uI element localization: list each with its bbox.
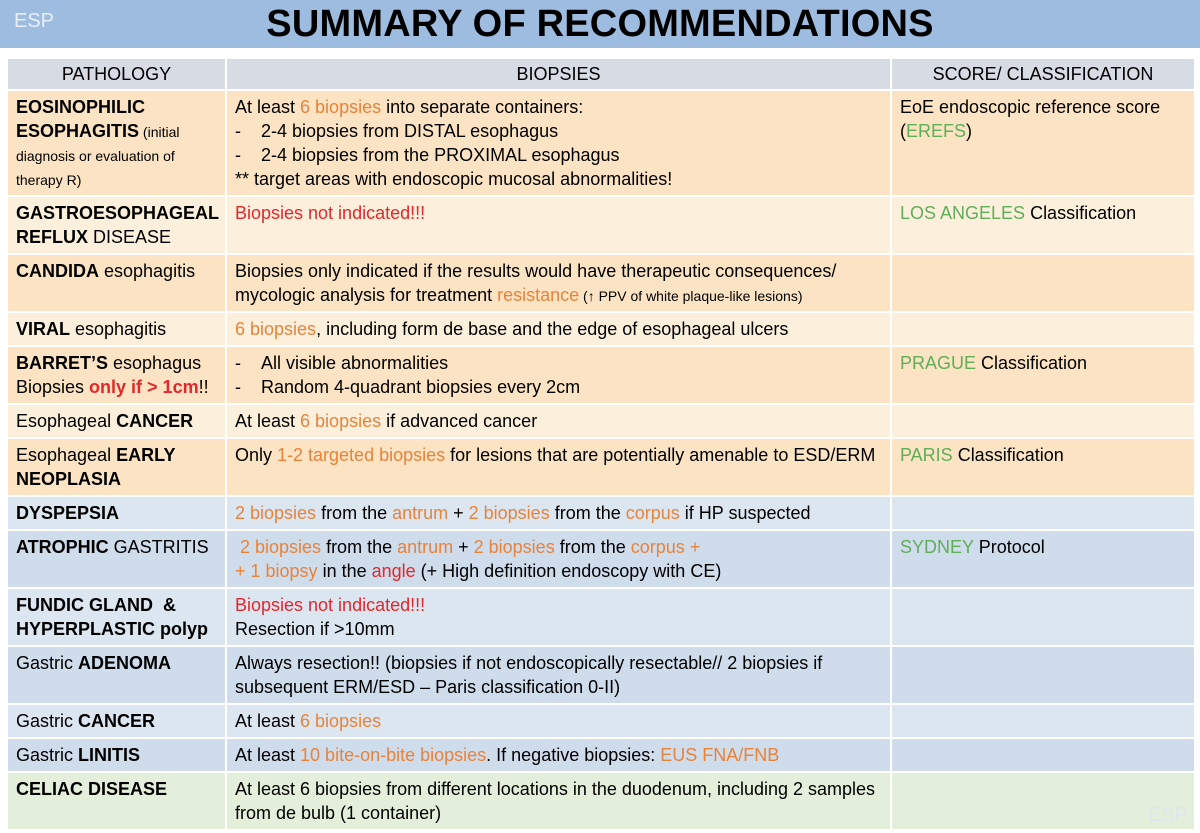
biopsy-item: 2-4 biopsies from the PROXIMAL esophagus <box>261 145 620 165</box>
biopsy-text: from the <box>321 537 398 557</box>
score-highlight: PARIS <box>900 445 953 465</box>
biopsies-cell <box>226 438 891 496</box>
pathology-cell <box>7 254 226 312</box>
table-row-celiac-disease <box>7 772 1195 830</box>
biopsies-cell <box>226 530 891 588</box>
table-row-gastric-cancer <box>7 704 1195 738</box>
col-header-biopsies: BIOPSIES <box>226 58 891 90</box>
pathology-name: CELIAC DISEASE <box>16 779 168 799</box>
pathology-name-cont: EARLY <box>116 445 176 465</box>
page-title: SUMMARY OF RECOMMENDATIONS <box>266 3 934 45</box>
bullet-dash: - <box>235 353 241 373</box>
score-cell <box>891 404 1195 438</box>
pathology-name-cont: HYPERPLASTIC polyp <box>16 619 209 639</box>
score-cell <box>891 346 1195 404</box>
table-header-row <box>7 58 1195 90</box>
biopsies-cell <box>226 588 891 646</box>
biopsy-text: Only <box>235 445 278 465</box>
table-row-gerd <box>7 196 1195 254</box>
pathology-cell <box>7 312 226 346</box>
biopsy-highlight: 2 biopsies <box>235 503 317 523</box>
pathology-cell <box>7 496 226 530</box>
pathology-name: VIRAL <box>16 319 70 339</box>
biopsy-text: At least <box>235 711 301 731</box>
score-text: Classification <box>952 445 1064 465</box>
biopsy-item: Random 4-quadrant biopsies every 2cm <box>261 377 581 397</box>
biopsy-text: At least <box>235 411 301 431</box>
pathology-name-cont: REFLUX <box>16 227 88 247</box>
pathology-name-cont: esophagitis <box>99 261 196 281</box>
pathology-cell <box>7 646 226 704</box>
biopsies-cell <box>226 738 891 772</box>
table-row-fundic-gland-polyp <box>7 588 1195 646</box>
pathology-name: Gastric <box>16 745 79 765</box>
pathology-cell <box>7 196 226 254</box>
score-cell <box>891 90 1195 196</box>
score-highlight: EREFS <box>906 121 967 141</box>
table-row-esophageal-cancer <box>7 404 1195 438</box>
biopsy-text: Always resection!! (biopsies if not endoscopically resectable// 2 biopsies if subsequent ERM/ESD – Paris classification 0-II) <box>235 653 823 697</box>
score-cell <box>891 254 1195 312</box>
pathology-name: FUNDIC GLAND & <box>16 595 176 615</box>
biopsy-highlight: antrum <box>392 503 449 523</box>
biopsy-highlight: 6 biopsies <box>300 411 382 431</box>
score-cell <box>891 530 1195 588</box>
biopsy-highlight: antrum <box>397 537 454 557</box>
table-row-dyspepsia <box>7 496 1195 530</box>
biopsy-text: for lesions that are potentially amenable to ESD/ERM <box>445 445 876 465</box>
pathology-name-cont: GASTRITIS <box>108 537 209 557</box>
biopsy-item: 2-4 biopsies from DISTAL esophagus <box>261 121 559 141</box>
score-cell <box>891 704 1195 738</box>
pathology-cell <box>7 704 226 738</box>
biopsy-highlight: Biopsies not indicated!!! <box>235 595 426 615</box>
biopsy-item: All visible abnormalities <box>261 353 449 373</box>
pathology-name: Esophageal <box>16 411 117 431</box>
pathology-cell <box>7 90 226 196</box>
biopsy-text: (+ High definition endoscopy with CE) <box>415 561 722 581</box>
biopsy-note: (↑ PPV of white plaque-like lesions) <box>579 288 803 304</box>
pathology-highlight: only if > 1cm <box>89 377 199 397</box>
biopsy-highlight: EUS FNA/FNB <box>660 745 780 765</box>
table-row-candida <box>7 254 1195 312</box>
biopsies-cell <box>226 496 891 530</box>
table-row-atrophic-gastritis <box>7 530 1195 588</box>
table-row-gastric-adenoma <box>7 646 1195 704</box>
score-cell <box>891 312 1195 346</box>
biopsy-highlight: 6 biopsies <box>300 711 382 731</box>
biopsy-highlight: 2 biopsies <box>235 537 322 557</box>
biopsy-highlight: 6 biopsies <box>235 319 317 339</box>
biopsies-cell <box>226 704 891 738</box>
biopsy-highlight: angle <box>371 561 416 581</box>
pathology-name-cont: NEOPLASIA <box>16 469 122 489</box>
biopsy-text: Resection if >10mm <box>235 619 395 639</box>
pathology-cell <box>7 588 226 646</box>
biopsy-highlight: 6 biopsies <box>300 97 382 117</box>
biopsy-highlight: corpus + <box>630 537 701 557</box>
biopsy-text: At least <box>235 745 301 765</box>
biopsy-note: ** target areas with endoscopic mucosal abnormalities! <box>235 169 673 189</box>
biopsies-cell <box>226 772 891 830</box>
biopsy-text: if HP suspected <box>679 503 811 523</box>
esp-logo-footer: ESP <box>1147 804 1188 826</box>
table-row-viral <box>7 312 1195 346</box>
pathology-note: (initial diagnosis or evaluation of therapy R) <box>16 124 180 188</box>
pathology-name-cont: esophagus <box>108 353 202 373</box>
biopsy-highlight: resistance <box>497 285 580 305</box>
biopsy-highlight: corpus <box>625 503 680 523</box>
biopsies-cell <box>226 404 891 438</box>
table-row-eosinophilic-esophagitis <box>7 90 1195 196</box>
pathology-name-cont: DISEASE <box>88 227 172 247</box>
biopsy-text: At least <box>235 97 301 117</box>
pathology-cell <box>7 346 226 404</box>
pathology-name: CANDIDA <box>16 261 99 281</box>
pathology-cell <box>7 530 226 588</box>
biopsy-text: . If negative biopsies: <box>486 745 661 765</box>
score-text: EoE endoscopic reference score ( <box>900 97 1161 141</box>
bullet-dash: - <box>235 145 241 165</box>
pathology-name-cont: ESOPHAGITIS <box>16 121 140 141</box>
score-text: Protocol <box>973 537 1045 557</box>
biopsies-cell <box>226 346 891 404</box>
biopsy-highlight: Biopsies not indicated!!! <box>235 203 426 223</box>
biopsy-text: if advanced cancer <box>381 411 538 431</box>
recommendations-table <box>6 57 1196 831</box>
pathology-name: ATROPHIC <box>16 537 109 557</box>
score-cell <box>891 196 1195 254</box>
score-text: Classification <box>976 353 1088 373</box>
biopsy-text: from the <box>554 537 631 557</box>
score-cell <box>891 738 1195 772</box>
pathology-name: Esophageal <box>16 445 117 465</box>
biopsy-highlight: + 1 biopsy <box>235 561 318 581</box>
biopsies-cell <box>226 646 891 704</box>
pathology-cell <box>7 738 226 772</box>
bullet-dash: - <box>235 121 241 141</box>
pathology-name: Gastric <box>16 711 79 731</box>
table-row-early-neoplasia <box>7 438 1195 496</box>
biopsy-text: from the <box>316 503 393 523</box>
biopsy-text: into separate containers: <box>381 97 584 117</box>
score-text: ) <box>966 121 973 141</box>
bullet-dash: - <box>235 377 241 397</box>
pathology-name: EOSINOPHILIC <box>16 97 146 117</box>
pathology-cell <box>7 772 226 830</box>
biopsies-cell <box>226 254 891 312</box>
biopsy-text: , including form de base and the edge of esophageal ulcers <box>316 319 789 339</box>
biopsy-text: mycologic analysis for treatment <box>235 285 498 305</box>
biopsy-highlight: 10 bite-on-bite biopsies <box>300 745 487 765</box>
col-header-score: SCORE/ CLASSIFICATION <box>891 58 1195 90</box>
pathology-note: Biopsies <box>16 377 90 397</box>
pathology-name: DYSPEPSIA <box>16 503 120 523</box>
pathology-name-cont: LINITIS <box>78 745 141 765</box>
score-cell <box>891 438 1195 496</box>
pathology-name: GASTROESOPHAGEAL <box>16 203 220 223</box>
score-highlight: SYDNEY <box>900 537 974 557</box>
pathology-name-cont: CANCER <box>78 711 156 731</box>
pathology-name: BARRET’S <box>16 353 109 373</box>
biopsy-highlight: 2 biopsies <box>473 537 555 557</box>
pathology-name-cont: ADENOMA <box>78 653 172 673</box>
pathology-name-cont: CANCER <box>116 411 194 431</box>
score-highlight: LOS ANGELES <box>900 203 1026 223</box>
esp-logo: ESP <box>14 10 55 32</box>
biopsy-text: + <box>453 537 474 557</box>
biopsies-cell <box>226 196 891 254</box>
biopsy-text: from the <box>549 503 626 523</box>
table-row-barrett <box>7 346 1195 404</box>
pathology-cell <box>7 438 226 496</box>
score-cell <box>891 496 1195 530</box>
biopsies-cell <box>226 312 891 346</box>
score-text: Classification <box>1025 203 1137 223</box>
biopsy-highlight: 1-2 targeted biopsies <box>277 445 446 465</box>
table-row-gastric-linitis <box>7 738 1195 772</box>
score-cell <box>891 588 1195 646</box>
biopsy-text: At least 6 biopsies from different locations in the duodenum, including 2 samples from de bulb (1 container) <box>235 779 876 823</box>
col-header-pathology: PATHOLOGY <box>7 58 226 90</box>
score-highlight: PRAGUE <box>900 353 977 373</box>
score-cell <box>891 646 1195 704</box>
biopsy-text: + <box>448 503 469 523</box>
pathology-name: Gastric <box>16 653 79 673</box>
biopsy-text: in the <box>317 561 372 581</box>
biopsies-cell <box>226 90 891 196</box>
pathology-name-cont: esophagitis <box>70 319 167 339</box>
biopsy-highlight: 2 biopsies <box>468 503 550 523</box>
pathology-cell <box>7 404 226 438</box>
pathology-note: !! <box>198 377 209 397</box>
biopsy-text: Biopsies only indicated if the results would have therapeutic consequences/ <box>235 261 837 281</box>
